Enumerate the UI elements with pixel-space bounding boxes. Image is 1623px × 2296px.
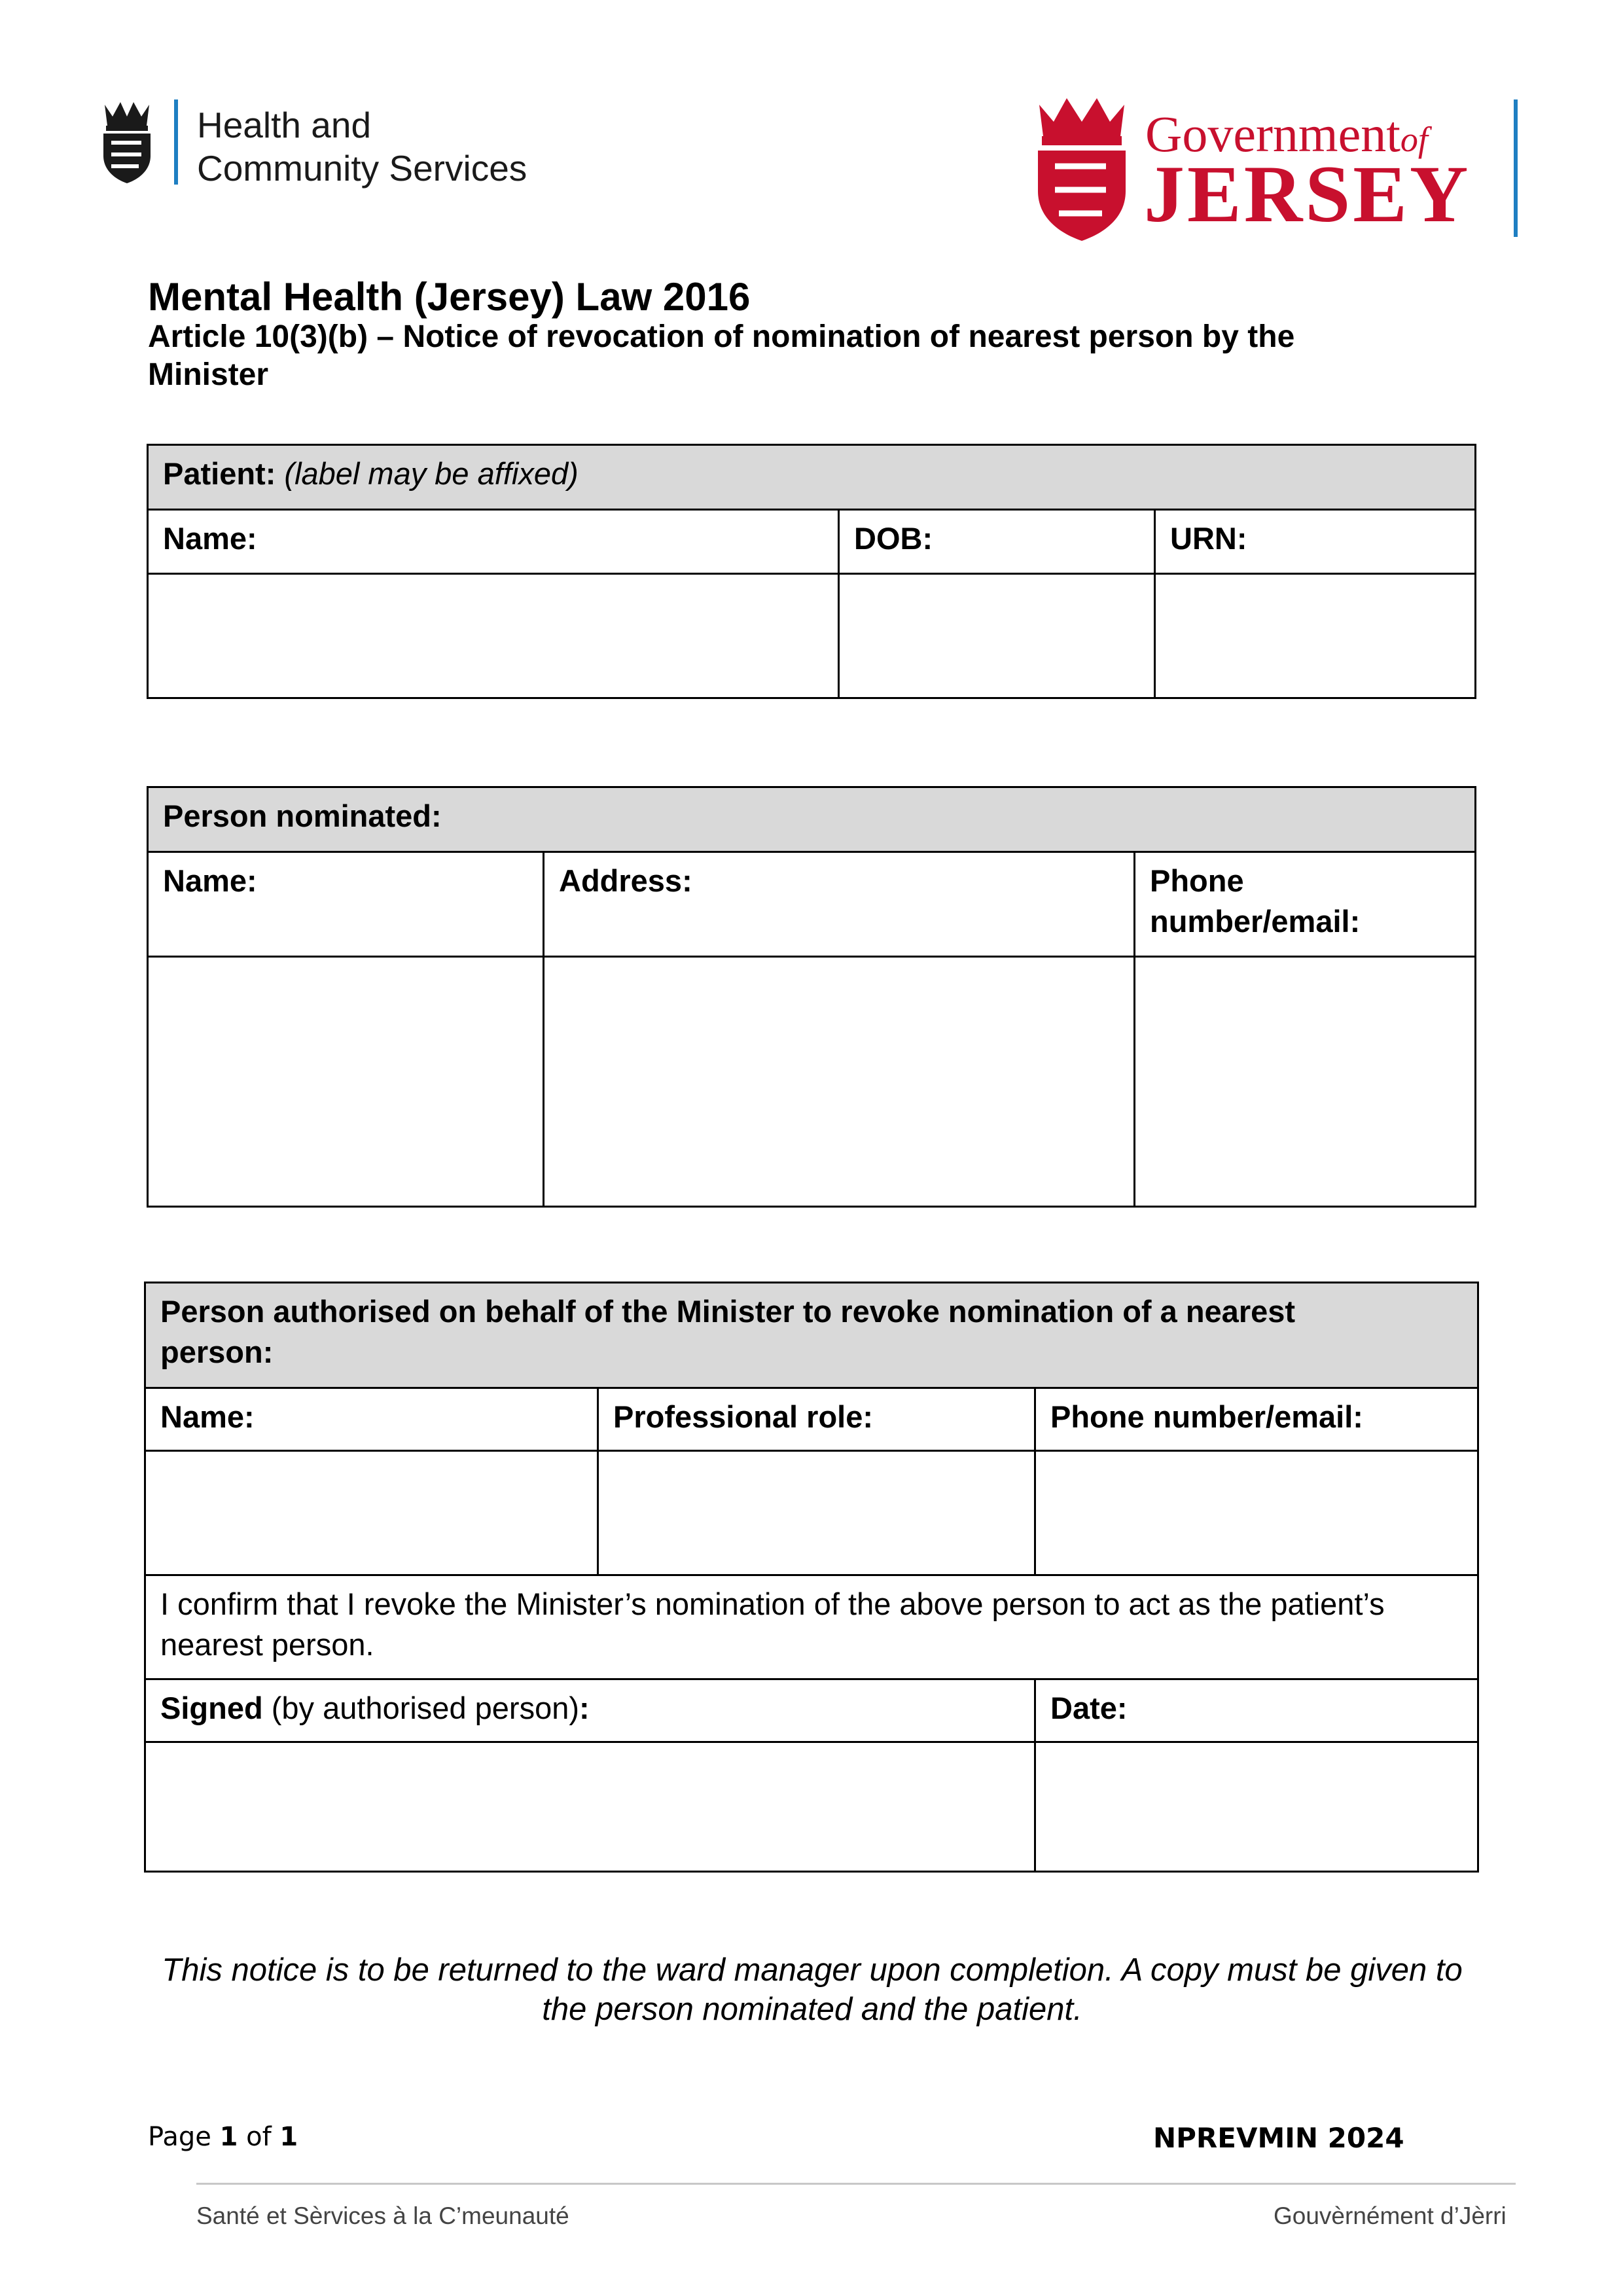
patient-urn-label: URN: (1170, 521, 1247, 556)
signed-note: (by authorised person) (271, 1691, 580, 1725)
nominated-phone-field[interactable] (1135, 958, 1474, 1206)
authorised-table (144, 1282, 1479, 1873)
patient-dob-field[interactable] (840, 575, 1154, 697)
nominated-heading: Person nominated: (149, 788, 1474, 851)
nominated-name-label: Name: (163, 863, 257, 898)
authorised-role-label: Professional role: (613, 1399, 873, 1434)
patient-name-field[interactable] (149, 575, 838, 697)
document-subtitle: Article 10(3)(b) – Notice of revocation of nomination of nearest person by the Minister (148, 319, 1295, 392)
jersey-crest-icon (99, 99, 154, 185)
revocation-confirmation: I confirm that I revoke the Minister’s nomination of the above person to act as the patient’s nearest person. (160, 1587, 1385, 1662)
signed-colon: : (579, 1691, 590, 1725)
patient-header (149, 446, 1474, 509)
footer-jerriais-government: Gouvèrnément d’Jèrri (1274, 2202, 1507, 2229)
jersey-wordmark: JERSEY (1144, 149, 1471, 239)
government-of: of (1400, 120, 1428, 159)
hcs-logo-text (197, 103, 527, 190)
authorised-name-label: Name: (160, 1399, 255, 1434)
page-total: 1 (279, 2122, 298, 2152)
patient-heading-note: (label may be affixed) (284, 456, 579, 491)
footer-jerriais-department: Santé et Sèrvices à la C’meunauté (196, 2202, 569, 2229)
document-title: Mental Health (Jersey) Law 2016 (148, 275, 751, 319)
authorised-phone-field[interactable] (1036, 1452, 1477, 1574)
nominated-address-field[interactable] (544, 958, 1133, 1206)
date-label: Date: (1050, 1691, 1128, 1725)
patient-urn-field[interactable] (1156, 575, 1474, 697)
patient-table (147, 444, 1476, 699)
authorised-phone-label: Phone number/email: (1050, 1399, 1363, 1434)
government-shield-icon (1033, 93, 1131, 243)
hcs-divider (174, 99, 178, 185)
authorised-role-field[interactable] (599, 1452, 1034, 1574)
footer-divider (196, 2183, 1516, 2185)
page-of: of (246, 2122, 272, 2152)
signed-word: Signed (160, 1691, 263, 1725)
authorised-name-field[interactable] (146, 1452, 597, 1574)
nominated-name-field[interactable] (149, 958, 543, 1206)
page-current: 1 (219, 2122, 238, 2152)
signature-field[interactable] (146, 1743, 1034, 1871)
patient-dob-label: DOB: (854, 521, 933, 556)
page-number (148, 2122, 298, 2152)
form-code: NPREVMIN 2024 (1153, 2122, 1404, 2154)
page-word: Page (148, 2122, 211, 2152)
hcs-line-2: Community Services (197, 148, 527, 188)
nominated-table (147, 786, 1476, 1208)
hcs-line-1: Health and (197, 105, 372, 145)
nominated-address-label: Address: (559, 863, 692, 898)
patient-name-label: Name: (163, 521, 257, 556)
government-word: Government (1145, 105, 1400, 162)
patient-heading: Patient: (163, 456, 276, 491)
authorised-heading: Person authorised on behalf of the Minister to revoke nomination of a nearest person: (146, 1283, 1477, 1387)
date-field[interactable] (1036, 1743, 1477, 1871)
nominated-phone-label: Phone number/email: (1150, 863, 1361, 939)
return-instructions: This notice is to be returned to the ward manager upon completion. A copy must be given to the person nominated and the patient. (162, 1952, 1463, 2027)
signed-label (146, 1680, 1034, 1742)
government-divider (1514, 99, 1518, 237)
